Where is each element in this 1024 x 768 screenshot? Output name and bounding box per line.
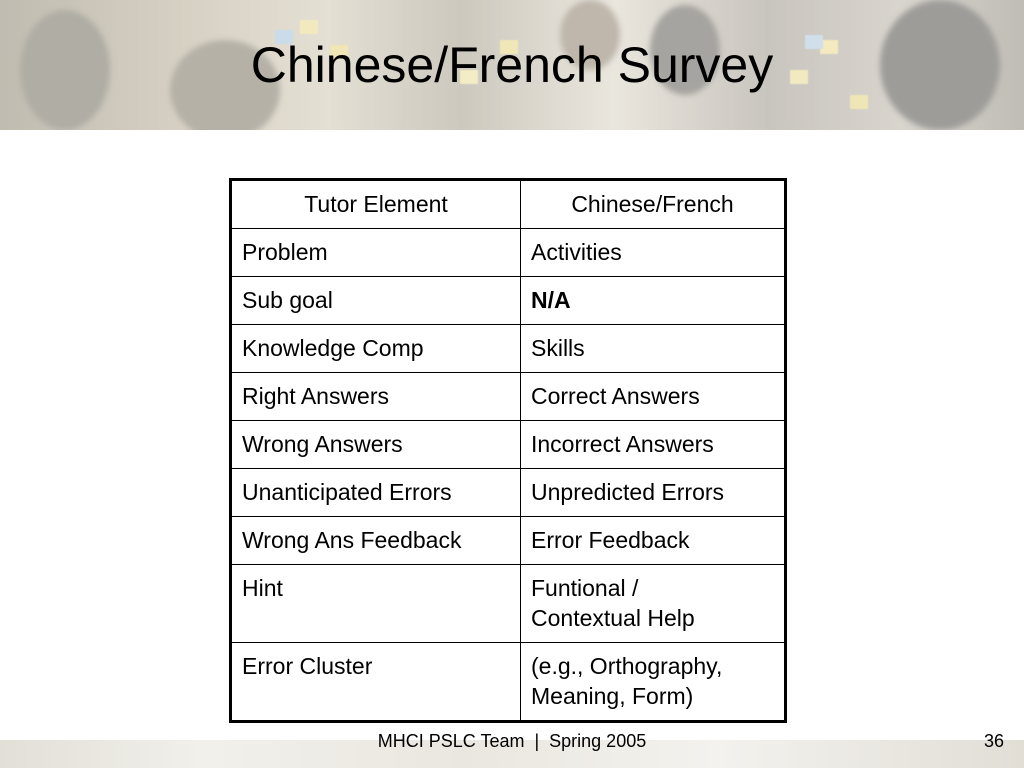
table-header-row — [231, 180, 786, 229]
footer-text: MHCI PSLC Team | Spring 2005 — [377, 731, 647, 751]
table-cell: Knowledge Comp — [231, 325, 521, 373]
table-row — [231, 325, 786, 373]
table-cell: Unpredicted Errors — [521, 469, 786, 517]
table-cell: Sub goal — [231, 277, 521, 325]
comparison-table — [229, 178, 787, 723]
table-cell: Error Feedback — [521, 517, 786, 565]
table-cell: N/A — [521, 277, 786, 325]
comparison-table-container — [229, 178, 787, 723]
table-row — [231, 565, 786, 643]
table-cell: Unanticipated Errors — [231, 469, 521, 517]
table-cell: Right Answers — [231, 373, 521, 421]
header-cell-tutor-element: Tutor Element — [231, 180, 521, 229]
table-cell: Funtional / Contextual Help — [521, 565, 786, 643]
table-row — [231, 277, 786, 325]
table-cell: Activities — [521, 229, 786, 277]
table-cell: Wrong Answers — [231, 421, 521, 469]
table-cell: Hint — [231, 565, 521, 643]
table-row — [231, 643, 786, 722]
table-cell: Problem — [231, 229, 521, 277]
table-row — [231, 373, 786, 421]
table-row — [231, 229, 786, 277]
table-cell: Wrong Ans Feedback — [231, 517, 521, 565]
table-cell: Incorrect Answers — [521, 421, 786, 469]
table-cell: Correct Answers — [521, 373, 786, 421]
table-cell: (e.g., Orthography, Meaning, Form) — [521, 643, 786, 722]
table-cell: Error Cluster — [231, 643, 521, 722]
table-row — [231, 469, 786, 517]
header-cell-chinese-french: Chinese/French — [521, 180, 786, 229]
slide-title: Chinese/French Survey — [250, 37, 774, 93]
table-cell: Skills — [521, 325, 786, 373]
table-row — [231, 517, 786, 565]
page-number: 36 — [983, 731, 1004, 751]
table-row — [231, 421, 786, 469]
